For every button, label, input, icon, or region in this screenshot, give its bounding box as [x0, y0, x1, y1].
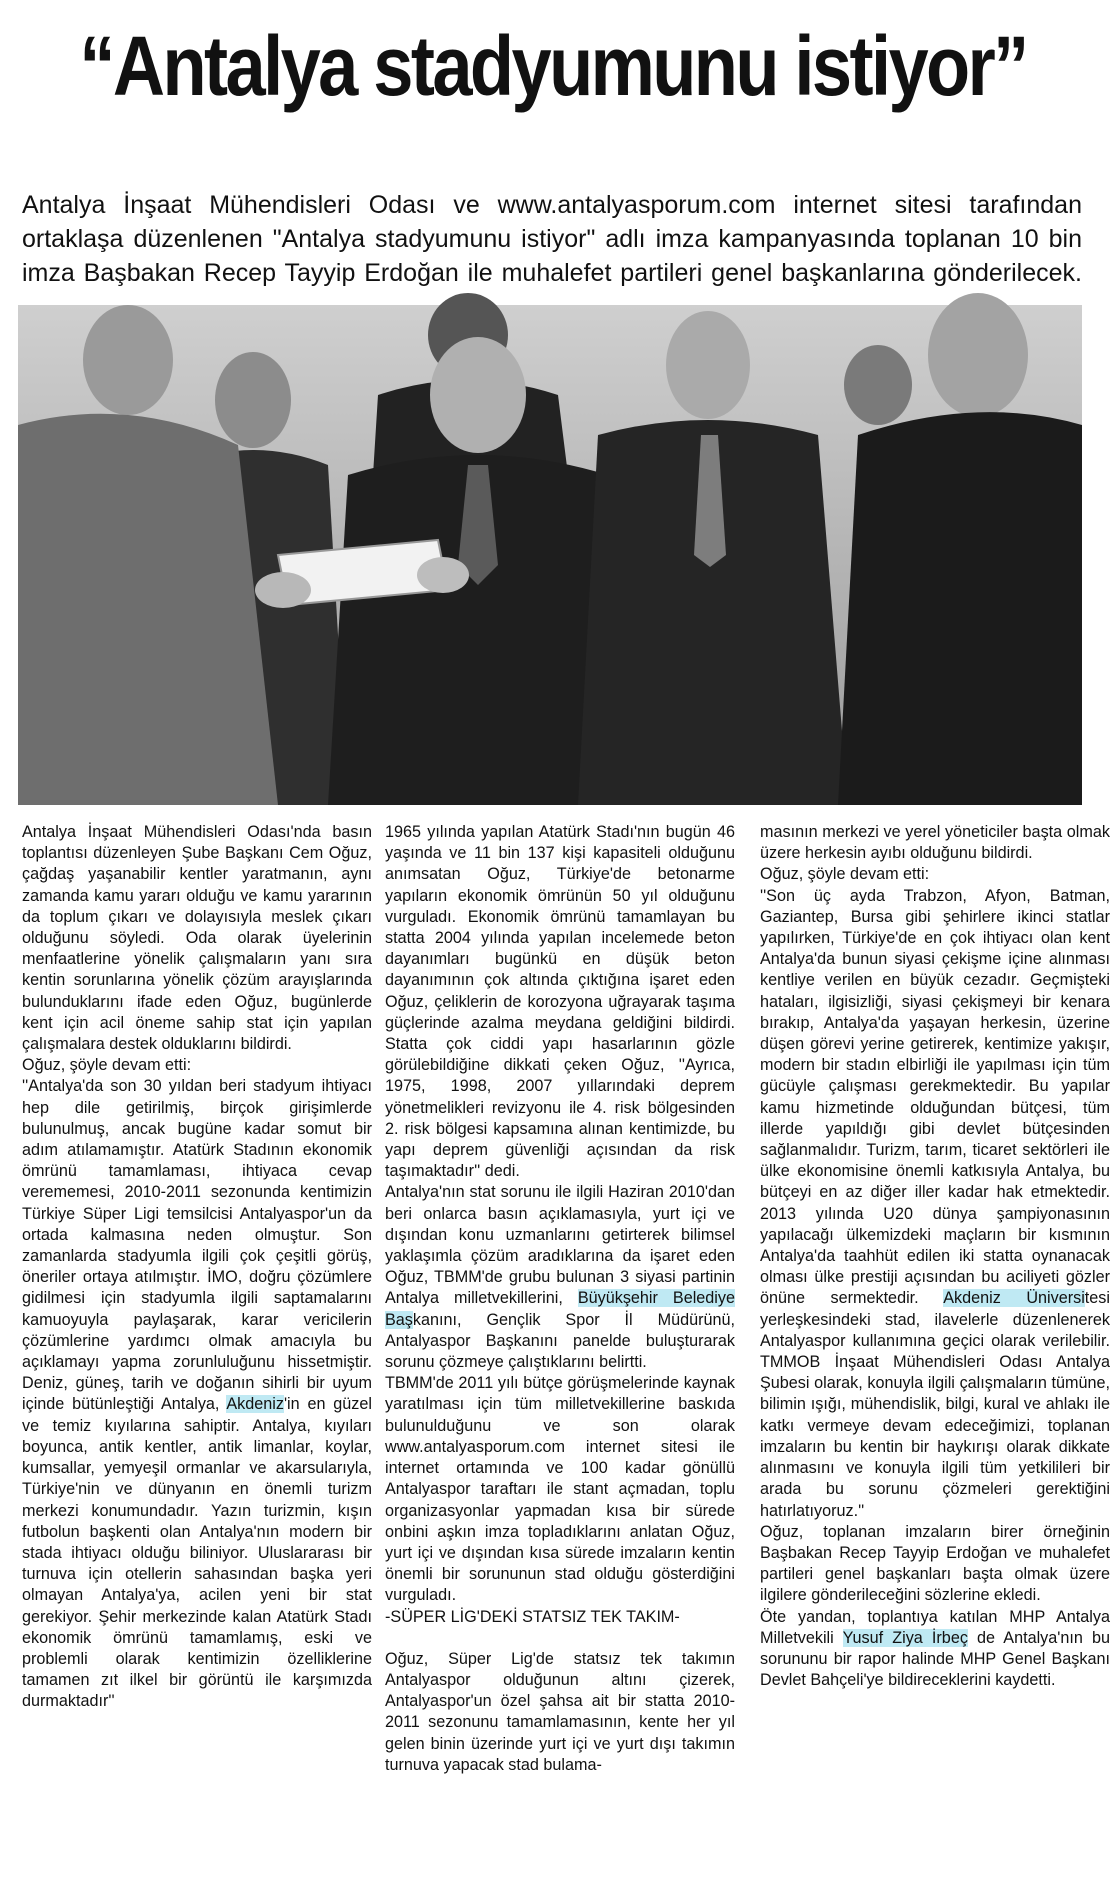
- article-column-3: [760, 822, 1110, 1691]
- text-run: Antalya'nın stat sorunu ile ilgili Haziran 2010'dan beri onlarca basın açıklamasıyla, yurt içi ve dışından konu uzmanlarını getirterek bilimsel yaklaşımla çözüm aradıklarına da işaret eden Oğuz, TBMM'de grubu bulunan 3 siyasi partinin Antalya milletvekillerini,: [385, 1183, 735, 1308]
- lede-line: imza Başbakan Recep Tayyip Erdoğan ile muhalefet partileri genel başkanlarına gönderilecek.: [22, 259, 1082, 287]
- text-run: ''Antalya'da son 30 yıldan beri stadyum ihtiyacı hep dile getirilmiş, birçok girişimlerde bulunulmuş, ancak bugüne kadar somut bir adım atılamamıştır. Atatürk Stadının ekonomik ömrünü tamamlaması, ihtiyaca cevap verememesi, 2010-2011 sezonunda kentimizin Türkiye Süper Ligi temsilcisi Antalyaspor'un da ortada kalmasına neden olmuştur. Son zamanlarda stadyumla ilgili çok çeşitli görüş, öneriler ortaya atılmıştır. İMO, doğru çözümlere gidilmesi için stadyumla ilgili saptamalarını kamuoyuyla paylaşarak, karar vericilerin çözümlerine yardımcı olmak amacıyla bu açıklamayı yapma zorunluluğunu hissetmiştir. Deniz, güneş, tarih ve doğanın sihirli bir uyum içinde bütünleştiği Antalya,: [22, 1077, 372, 1414]
- paragraph: Oğuz, Süper Lig'de statsız tek takımın Antalyaspor olduğunun altını çizerek, Antalyaspor'un özel şahsa ait bir statta 2010-2011 sezonunu tamamlamasının, kente her yıl gelen binin üzerinde yurt içi ve yurt dışı takımın turnuva yapacak stad bulama-: [385, 1649, 735, 1774]
- highlight-akdeniz: Akdeniz: [226, 1395, 284, 1414]
- lede-line: ortaklaşa düzenlenen "Antalya stadyumunu istiyor" adlı imza kampanyasında toplanan 10 bin: [22, 225, 1082, 253]
- article-column-2: [385, 822, 735, 1776]
- paragraph: [385, 1182, 735, 1373]
- headline: “Antalya stadyumunu istiyor”: [79, 19, 1027, 113]
- group-photo: [18, 305, 1082, 805]
- text-run: Öte yandan, toplantıya katılan MHP Antalya Milletvekili: [760, 1607, 1110, 1647]
- text-run: de Antalya'nın bu sorununu bir rapor halinde MHP Genel Başkanı Devlet Bahçeli'ye bildireceklerini kaydetti.: [760, 1628, 1110, 1690]
- paragraph: [22, 1076, 372, 1712]
- paragraph: Antalya İnşaat Mühendisleri Odası'nda basın toplantısı düzenleyen Şube Başkanı Cem Oğuz, çağdaş yaşanabilir kentler yaratmanın, aynı zamanda kamu yararı olduğu ve kamu yararının da toplum çıkarı ve dolayısıyla meslek çıkarı olduğunu söyledi. Oda olarak üyelerinin menfaatlerine yönelik çalışmaların yanı sıra kentin sorunlarına yönelik çözüm arayışlarında bulunduklarını ifade eden Oğuz, bugünlerde kent için acil öneme sahip stat için yapılan çalışmalara destek olduklarını bildirdi.: [22, 823, 372, 1054]
- highlight-buyuksehir: Büyükşehir Belediye Baş: [385, 1289, 735, 1329]
- text-run: ''Son üç ayda Trabzon, Afyon, Batman, Gaziantep, Bursa gibi şehirlere ikinci statlar yapılırken, Türkiye'de en çok ihtiyacı olan kent Antalya'da bunun siyasi çekişme içine alınması kentliye verilen en büyük cezadır. Geçmişteki hataları, ilgisizliği, siyasi çekişmeyi bir kenara bırakıp, Antalya'da yaşayan herkesin, üzerine düşen görevi yerine getirerek, kentimize yakışır, modern bir stadın elbirliği ile yapılması için tüm gücüyle çalışması gerekmektedir. Bu yapılar kamu hizmetinde olduğundan bütçesi, tüm illerde yapıldığı gibi devlet bütçesinden sağlanmalıdır. Turizm, tarım, ticaret sektörleri ile ülke ekonomisine önemli katkısıyla Antalya, bu bütçeyi en az diğer iller kadar hak etmektedir. 2013 yılında U20 dünya şampiyonasının yapılacağı ülkemizdeki maçların bir kısmının Antalya'da taahhüt edilen iki statta oynanacak olması ülke prestiji açısından bu aciliyeti gözler önüne sermektedir.: [760, 886, 1110, 1308]
- text-run: kanını, Gençlik Spor İl Müdürünü, Antalyaspor Başkanını panelde buluşturarak sorunu çözmeye çalıştıklarını belirtti.: [385, 1310, 735, 1372]
- lede: [22, 188, 1082, 290]
- highlight-akdeniz-universitesi: Akdeniz Üniversi: [943, 1289, 1085, 1308]
- text-run: 'in en güzel ve temiz kıyılarına sahiptir. Antalya, kıyıları boyunca, antik kentler, antik limanlar, koylar, kumsallar, yemyeşil ormanlar ve akarsularıyla, Türkiye'nin ve dünyanın en önemli turizm merkezi konumundadır. Yazın turizmin, kışın futbolun başkenti olan Antalya'nın modern bir stada ihtiyacı olduğu biliniyor. Uluslararası bir turnuva için otellerin sahasından başka yeri olmayan Antalya'ya, acilen yeni bir stat gerekiyor. Şehir merkezinde kalan Atatürk Stadı ekonomik ömrünü tamamlamış, eski ve problemli olarak kentimizin özelliklerine tamamen zıt ilkel bir görüntü ile karşımızda durmaktadır'': [22, 1395, 372, 1711]
- paragraph: Oğuz, şöyle devam etti:: [760, 865, 930, 884]
- highlight-yusuf-ziya-irbec: Yusuf Ziya İrbeç: [842, 1628, 968, 1647]
- paragraph: [760, 1607, 1110, 1692]
- subheading: -SÜPER LİG'DEKİ STATSIZ TEK TAKIM-: [385, 1607, 680, 1626]
- text-run: tesi yerleşkesindeki stad, ilavelerle düzenlenerek Antalyaspor kullanımına geçici olarak verilebilir. TMMOB İnşaat Mühendisleri Odası Antalya Şubesi olarak, konuyla ilgili çalışmaların tümüne, bilimin ışığı, mühendislik, bilgi, kural ve ahlakı ile katkı vermeye devam edeceğimizi, toplanan imzaların bu kentin bir haykırışı olarak dikkate alınmasını ve konuyla ilgili tüm yetkilileri bir arada bu sorunu çözmeleri gerektiğini hatırlatıyoruz.'': [760, 1289, 1110, 1520]
- lede-line: Antalya İnşaat Mühendisleri Odası ve www.antalyasporum.com internet sitesi tarafından: [22, 191, 1082, 219]
- paragraph: [760, 886, 1110, 1522]
- paragraph: 1965 yılında yapılan Atatürk Stadı'nın bugün 46 yaşında ve 11 bin 137 kişi kapasiteli olduğunu anımsatan Oğuz, Türkiye'de betonarme yapıların ekonomik ömrünün 50 yıl olduğunu vurguladı. Ekonomik ömrünü tamamlayan bu statta 2004 yılında yapılan incelemede beton dayanımları bugünkü en düşük beton dayanımının çok altında çıktığına işaret eden Oğuz, çeliklerin de korozyona uğrayarak taşıma güçlerinde azalma meydana geldiğini bildirdi. Statta çok ciddi yapı hasarlarının gözle görülebildiğine dikkati çeken Oğuz, ''Ayrıca, 1975, 1998, 2007 yıllarındaki deprem yönetmelikleri revizyonu ile 4. risk bölgesinden 2. risk bölgesi kapsamına alınan kentimizde, bu yapı deprem güvenliği açısından da risk taşımaktadır'' dedi.: [385, 823, 735, 1181]
- paragraph: Oğuz, şöyle devam etti:: [22, 1056, 192, 1075]
- article-column-1: [22, 822, 372, 1713]
- paragraph: TBMM'de 2011 yılı bütçe görüşmelerinde kaynak yaratılması için tüm milletvekillerine baskıda bulunulduğunu ve son olarak www.antalyasporum.com internet sitesi ile internet ortamında ve 100 kadar gönüllü Antalyaspor taraftarı ile stant açmadan, toplu organizasyonlar yapmadan kısa bir sürede onbini aşkın imza topladıklarını anlatan Oğuz, yurt içi ve dışından kısa sürede imzaların kentin önemli bir sorununun stad olduğu gösterdiğini vurguladı.: [385, 1374, 735, 1605]
- paragraph: Oğuz, toplanan imzaların birer örneğinin Başbakan Recep Tayyip Erdoğan ve muhalefet partileri genel başkanları başta olmak üzere ilgilere gönderileceğini sözlerine ekledi.: [760, 1522, 1110, 1605]
- paragraph: masının merkezi ve yerel yöneticiler başta olmak üzere herkesin ayıbı olduğunu bildirdi.: [760, 823, 1110, 863]
